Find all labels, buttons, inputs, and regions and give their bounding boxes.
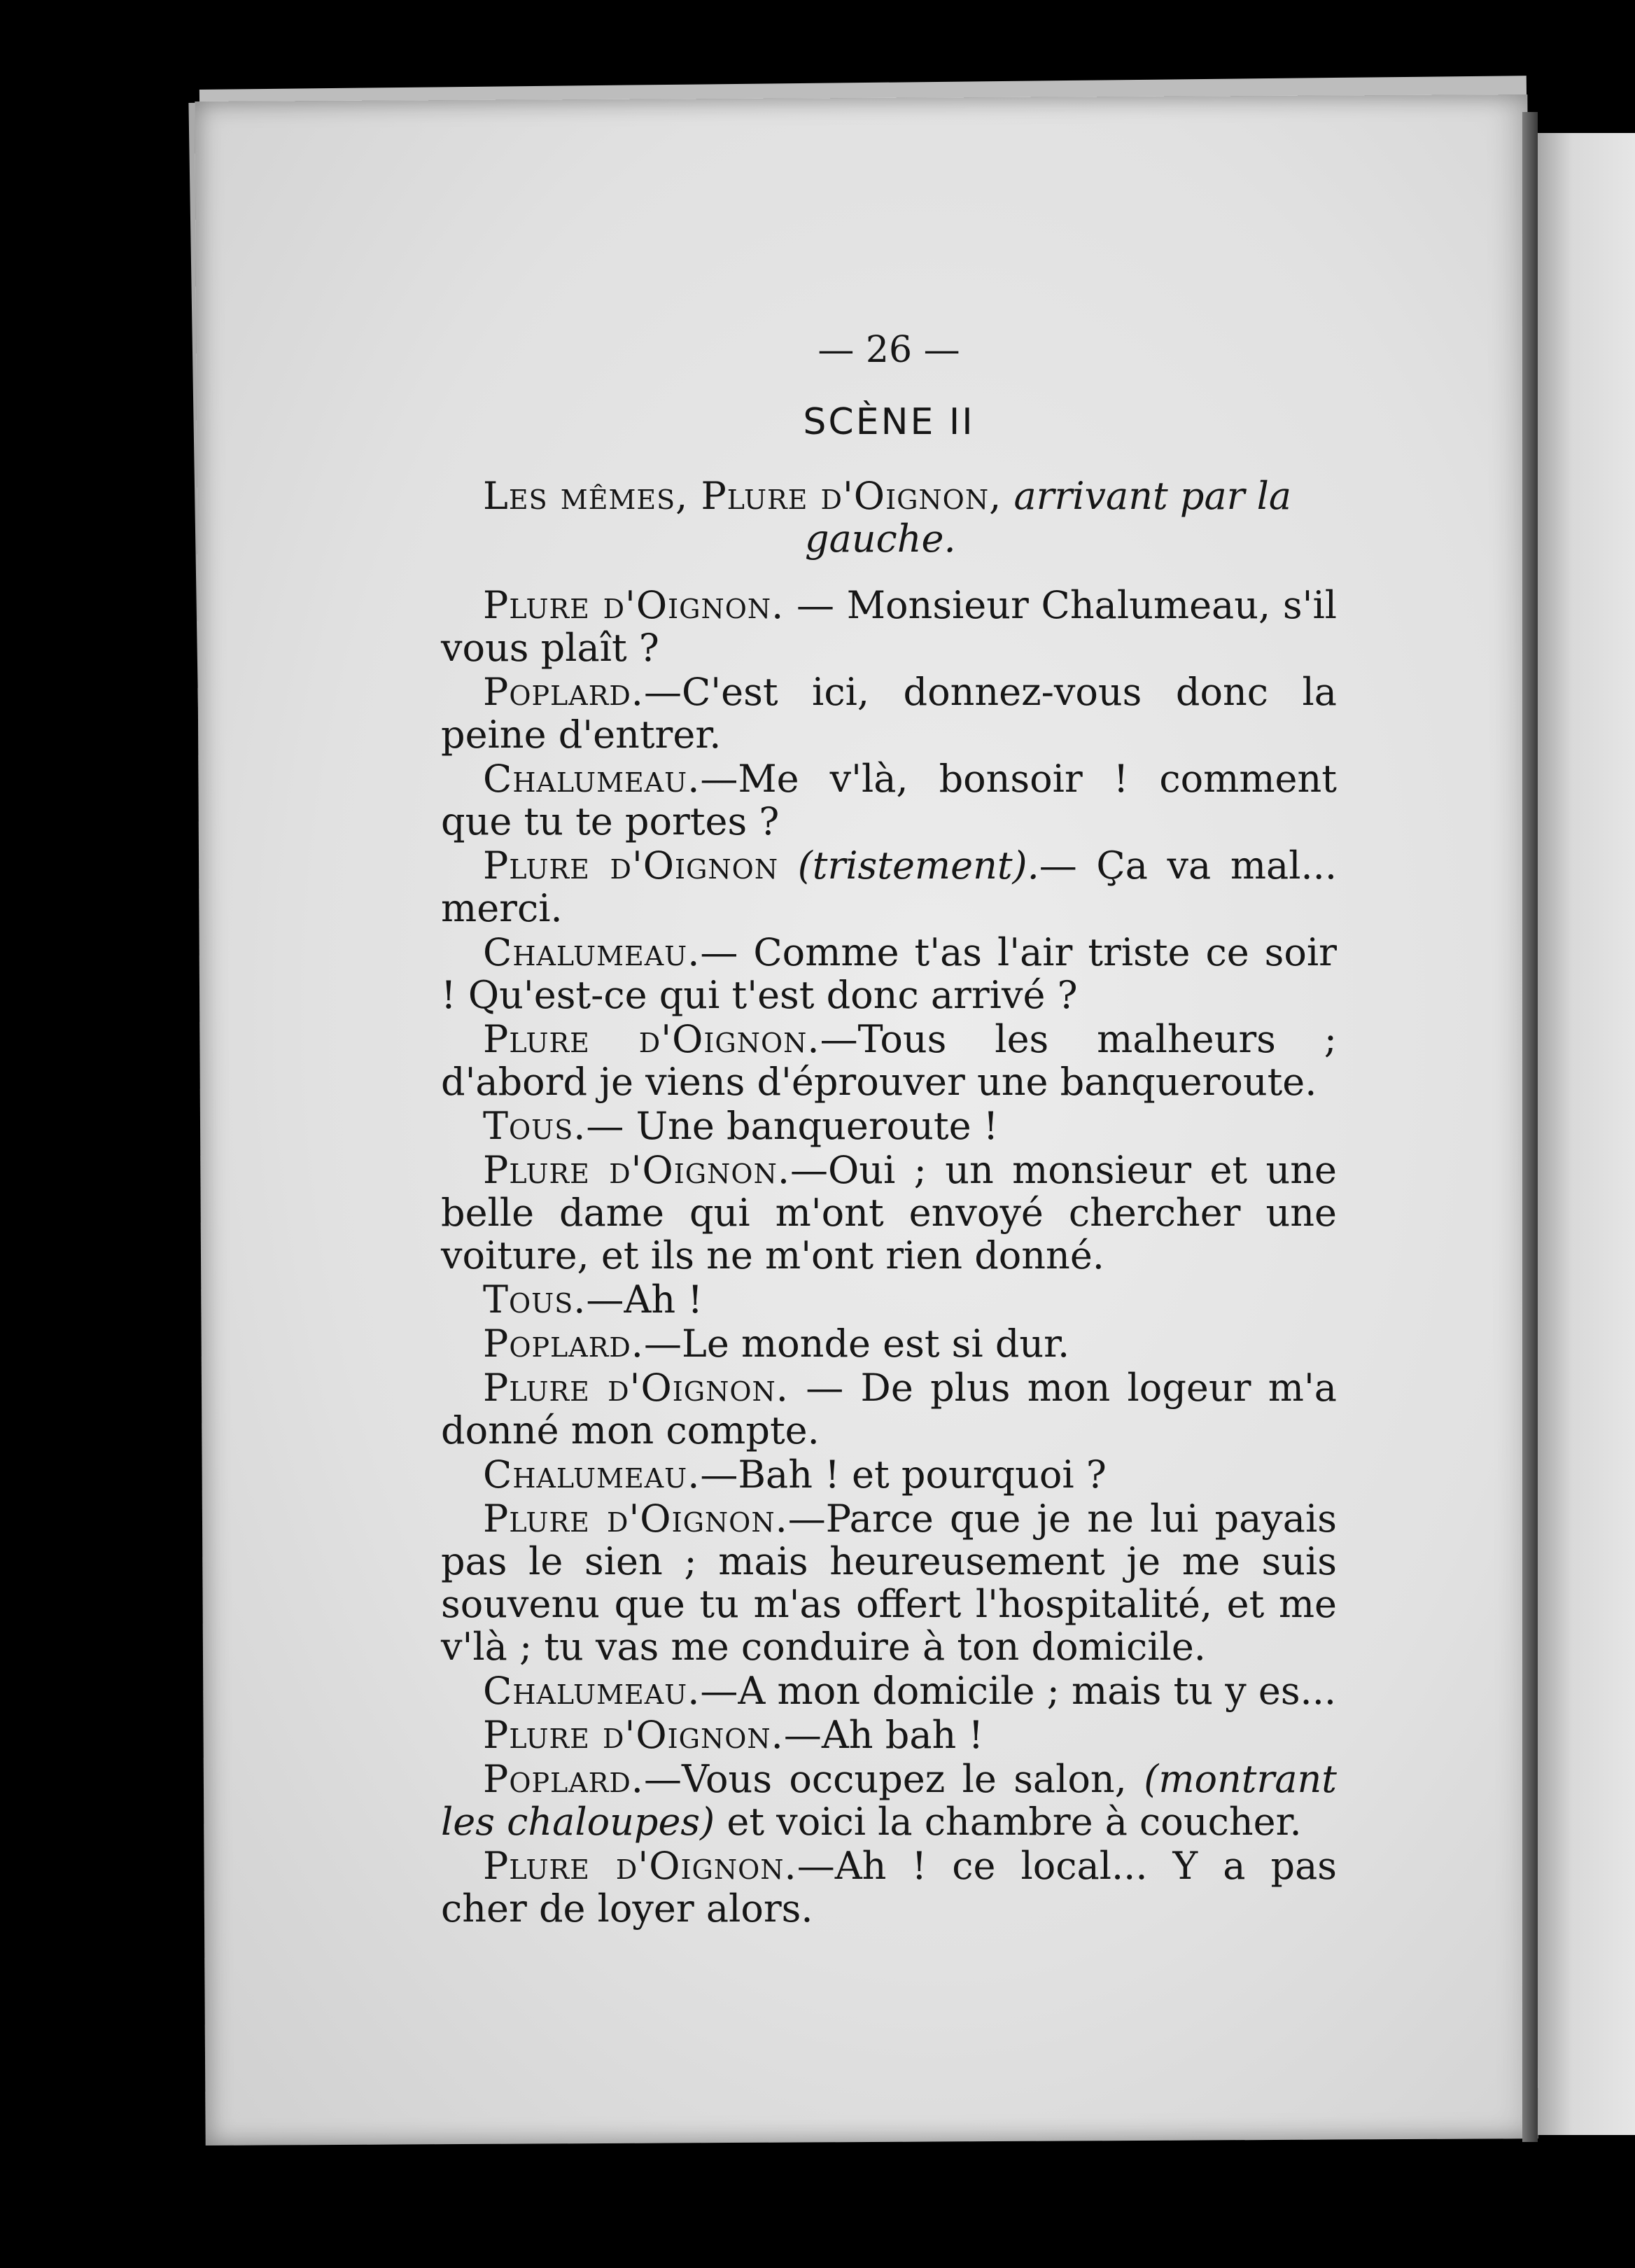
speaker: Chalumeau.	[483, 757, 701, 801]
speech: —Vous occupez le salon,	[643, 1757, 1127, 1801]
speech: — Ça va mal... merci.	[441, 844, 1337, 930]
speech: —Tous les malheurs ; d'abord je viens d'éprouver une banqueroute.	[441, 1017, 1337, 1104]
speech: —Ah !	[586, 1278, 703, 1322]
stage-direction-inline: (tristement).	[797, 844, 1039, 888]
speaker: Plure d'Oignon.	[483, 1713, 784, 1757]
dialogue-line	[441, 1670, 1337, 1712]
speaker: Poplard.	[483, 1322, 644, 1366]
stage-direction-inline: (montrant les chaloupes)	[441, 1757, 1337, 1844]
speaker: Poplard.	[483, 670, 644, 714]
dialogue-line	[441, 1278, 1337, 1321]
speech: —Oui ; un monsieur et une belle dame qui m'ont envoyé chercher une voiture, et ils ne m'ont rien donné.	[441, 1148, 1337, 1278]
speech: —Le monde est si dur.	[643, 1322, 1070, 1366]
speech: — De plus mon logeur m'a donné mon compte.	[441, 1366, 1337, 1452]
speaker: Tous.	[483, 1104, 587, 1148]
speaker: Plure d'Oignon.	[483, 1148, 790, 1192]
dialogue-line	[441, 1714, 1337, 1756]
dialogue-line	[441, 1105, 1337, 1147]
dialogue-line	[441, 1497, 1337, 1668]
speaker: Chalumeau.	[483, 930, 701, 974]
page-number: — 26 —	[818, 329, 960, 371]
dialogue-line	[441, 584, 1337, 669]
dialogue-line	[441, 757, 1337, 843]
dialogue-line	[441, 1758, 1337, 1843]
speech: — Une banqueroute !	[586, 1104, 999, 1148]
dialogue-line	[441, 844, 1337, 930]
speech: — Comme t'as l'air triste ce soir ! Qu'est-ce qui t'est donc arrivé ?	[441, 930, 1337, 1017]
speaker: Chalumeau.	[483, 1452, 701, 1497]
facing-page-edge	[1530, 133, 1635, 2135]
stage-direction	[441, 475, 1337, 560]
dialogue-line	[441, 1322, 1337, 1365]
dialogue-line	[441, 1018, 1337, 1103]
speech: —Me v'là, bonsoir ! comment que tu te portes ?	[441, 757, 1337, 844]
scene-title: SCÈNE II	[803, 401, 975, 443]
page-text	[441, 329, 1337, 1931]
speech: —C'est ici, donnez-vous donc la peine d'entrer.	[441, 670, 1337, 757]
stage-direction-action-continued: gauche.	[805, 517, 956, 561]
speaker: Plure d'Oignon.	[483, 1366, 789, 1410]
speech: — Monsieur Chalumeau, s'il vous plaît ?	[441, 583, 1337, 670]
speaker: Tous.	[483, 1278, 587, 1322]
speech: —Parce que je ne lui payais pas le sien ; mais heureusement je me suis souvenu que tu m'as offert l'hospitalité, et me v'là ; tu vas me conduire à ton domicile.	[441, 1497, 1337, 1669]
dialogue-line	[441, 1453, 1337, 1496]
speaker: Plure d'Oignon.	[483, 1017, 820, 1061]
speaker: Plure d'Oignon	[483, 844, 779, 888]
speech: —Ah ! ce local... Y a pas cher de loyer alors.	[441, 1844, 1337, 1931]
speaker: Plure d'Oignon.	[483, 1844, 797, 1888]
stage-direction-action: arrivant par la	[1013, 474, 1292, 518]
dialogue-line	[441, 1366, 1337, 1452]
book-gutter	[1522, 112, 1538, 2142]
speaker: Poplard.	[483, 1757, 644, 1801]
dialogue-line	[441, 671, 1337, 756]
speaker: Plure d'Oignon.	[483, 1497, 788, 1541]
speech: —A mon domicile ; mais tu y es...	[700, 1669, 1337, 1713]
dialogue-line	[441, 1844, 1337, 1930]
dialogue-line	[441, 1149, 1337, 1277]
dialogue	[441, 584, 1337, 1930]
stage-direction-characters: Les mêmes, Plure d'Oignon,	[483, 474, 1002, 518]
speaker: Chalumeau.	[483, 1669, 701, 1713]
dialogue-line	[441, 931, 1337, 1016]
speaker: Plure d'Oignon.	[483, 583, 785, 627]
speech: —Ah bah !	[783, 1713, 984, 1757]
speech: —Bah ! et pourquoi ?	[700, 1452, 1107, 1497]
speech-continued: et voici la chambre à coucher.	[727, 1800, 1302, 1844]
